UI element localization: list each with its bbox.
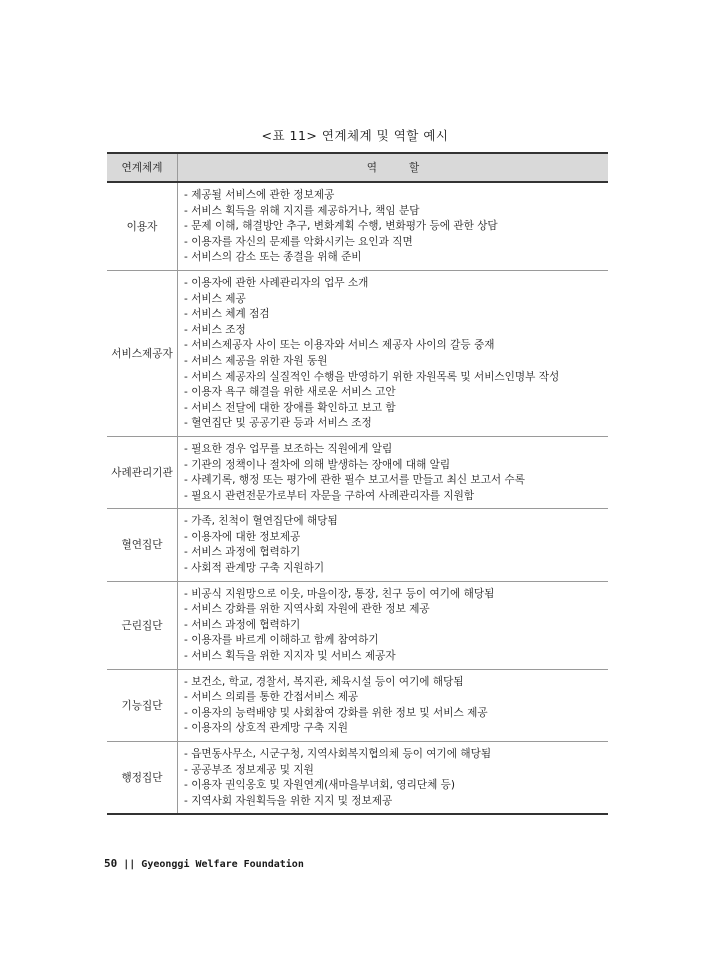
roles-list	[184, 514, 608, 576]
role-item: - 보건소, 학교, 경찰서, 복지관, 체육시설 등이 여기에 해당됨	[184, 675, 464, 688]
role-item: - 필요시 관련전문가로부터 자문을 구하여 사례관리자를 지원함	[184, 489, 475, 502]
roles-cell	[178, 270, 609, 436]
role-item: - 서비스의 감소 또는 종결을 위해 준비	[184, 251, 362, 264]
role-item: - 문제 이해, 해결방안 추구, 변화계획 수행, 변화평가 등에 관한 상담	[184, 220, 498, 233]
role-item: - 서비스 제공자의 실질적인 수행을 반영하기 위한 자원목록 및 서비스인명부 작성	[184, 370, 560, 383]
system-cell: 사례관리기관	[107, 436, 178, 508]
table-row	[107, 436, 608, 508]
roles-table	[107, 152, 608, 815]
roles-cell	[178, 669, 609, 741]
roles-cell	[178, 742, 609, 815]
role-item: - 서비스제공자 사이 또는 이용자와 서비스 제공자 사이의 갈등 중재	[184, 339, 495, 352]
roles-cell	[178, 436, 609, 508]
roles-list	[184, 442, 608, 504]
footer-separator: ||	[123, 859, 136, 870]
system-cell: 이용자	[107, 182, 178, 270]
roles-list	[184, 747, 608, 809]
role-item: - 가족, 친척이 혈연집단에 해당됨	[184, 515, 338, 528]
system-cell: 혈연집단	[107, 509, 178, 581]
roles-cell	[178, 581, 609, 669]
roles-list	[184, 188, 608, 266]
role-item: - 서비스 강화를 위한 지역사회 자원에 관한 정보 제공	[184, 603, 430, 616]
role-item: - 제공될 서비스에 관한 정보제공	[184, 189, 335, 201]
role-item: - 이용자를 바르게 이해하고 함께 참여하기	[184, 634, 379, 647]
role-item: - 사례기록, 행정 또는 평가에 관한 필수 보고서를 만들고 최신 보고서 수록	[184, 474, 526, 487]
role-item: - 서비스 제공을 위한 자원 동원	[184, 354, 328, 367]
role-item: - 서비스 획득을 위해 지지를 제공하거나, 책임 분담	[184, 204, 420, 217]
table-row	[107, 509, 608, 581]
table-row	[107, 669, 608, 741]
role-item: - 이용자의 능력배양 및 사회참여 강화를 위한 정보 및 서비스 제공	[184, 706, 488, 719]
role-item: - 읍면동사무소, 시군구청, 지역사회복지협의체 등이 여기에 해당됨	[184, 748, 492, 760]
roles-cell	[178, 509, 609, 581]
role-item: - 공공부조 정보제공 및 지원	[184, 763, 314, 776]
system-cell: 행정집단	[107, 742, 178, 815]
role-item: - 이용자 욕구 해결을 위한 새로운 서비스 고안	[184, 386, 396, 399]
roles-list	[184, 587, 608, 665]
table-row	[107, 182, 608, 270]
roles-list	[184, 675, 608, 737]
system-cell: 기능집단	[107, 669, 178, 741]
role-item: - 서비스 의뢰를 통한 간접서비스 제공	[184, 691, 359, 704]
role-item: - 기관의 정책이나 절차에 의해 발생하는 장애에 대해 알림	[184, 458, 451, 471]
role-item: - 서비스 체계 점검	[184, 308, 270, 321]
role-item: - 혈연집단 및 공공기관 등과 서비스 조정	[184, 417, 372, 430]
role-item: - 이용자 권익옹호 및 자원연계(새마을부녀회, 영리단체 등)	[184, 779, 456, 792]
role-item: - 서비스 제공	[184, 292, 246, 305]
role-item: - 서비스 전달에 대한 장애를 확인하고 보고 함	[184, 401, 396, 414]
role-item: - 서비스 과정에 협력하기	[184, 546, 301, 559]
role-item: - 이용자에 대한 정보제공	[184, 530, 301, 543]
table-caption: <표 11> 연계체계 및 역할 예시	[261, 128, 449, 143]
role-item: - 서비스 조정	[184, 323, 246, 336]
system-cell: 근린집단	[107, 581, 178, 669]
header-role: 역할	[178, 153, 609, 182]
table-header-row	[107, 153, 608, 182]
table-row	[107, 742, 608, 815]
role-item: - 사회적 관계망 구축 지원하기	[184, 562, 325, 575]
page-footer	[104, 857, 304, 870]
roles-list	[184, 276, 608, 432]
role-item: - 비공식 지원망으로 이웃, 마을이장, 통장, 친구 등이 여기에 해당됨	[184, 587, 495, 600]
role-item: - 지역사회 자원획득을 위한 지지 및 정보제공	[184, 794, 393, 807]
role-item: - 이용자에 관한 사례관리자의 업무 소개	[184, 276, 369, 289]
table-row	[107, 270, 608, 436]
page-number: 50	[104, 857, 118, 870]
roles-cell	[178, 182, 609, 270]
role-item: - 필요한 경우 업무를 보조하는 직원에게 알림	[184, 442, 393, 455]
role-item: - 이용자를 자신의 문제를 악화시키는 요인과 직면	[184, 235, 413, 248]
table-row	[107, 581, 608, 669]
role-item: - 이용자의 상호적 관계망 구축 지원	[184, 722, 348, 735]
system-cell: 서비스제공자	[107, 270, 178, 436]
role-item: - 서비스 획득을 위한 지지자 및 서비스 제공자	[184, 650, 396, 663]
header-system: 연계체계	[107, 153, 178, 182]
role-item: - 서비스 과정에 협력하기	[184, 618, 301, 631]
table-body	[107, 182, 608, 814]
footer-publisher: Gyeonggi Welfare Foundation	[141, 859, 304, 870]
